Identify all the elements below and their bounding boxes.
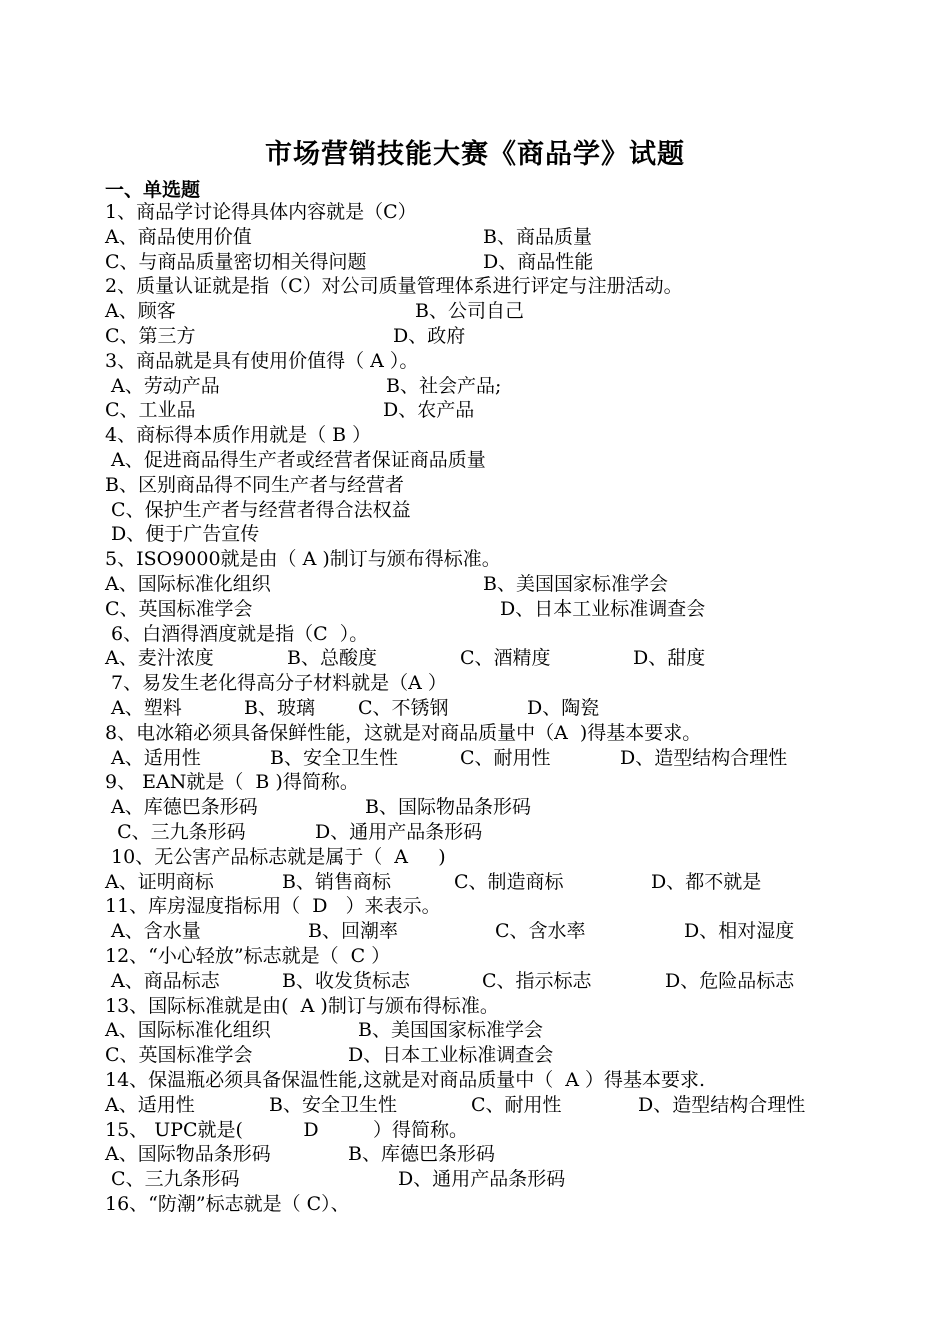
question-line: C、三九条形码	[105, 821, 246, 843]
question-line: A、国际标准化组织	[105, 573, 271, 595]
answer-option: D、相对湿度	[684, 920, 795, 943]
answer-option: C、指示标志	[482, 969, 592, 992]
question-line: 15、 UPC就是( D ）得简称。	[105, 1118, 468, 1141]
question-line: A、含水量	[105, 920, 201, 943]
question-line: C、英国标准学会	[105, 1044, 253, 1067]
answer-option: B、国际物品条形码	[365, 796, 531, 819]
answer-option: D、日本工业标准调查会	[348, 1044, 554, 1067]
answer-option: C、耐用性	[460, 746, 551, 769]
answer-option: D、通用产品条形码	[398, 1168, 566, 1191]
question-line: A、塑料	[105, 697, 182, 719]
question-line: 7、易发生老化得高分子材料就是（A ）	[105, 672, 447, 695]
question-line: A、商品使用价值	[105, 225, 252, 248]
question-line: 12、“小心轻放”标志就是（ C ）	[105, 945, 391, 967]
answer-option: D、危险品标志	[665, 969, 795, 992]
question-line: A、库德巴条形码	[105, 796, 258, 819]
question-line: 4、商标得本质作用就是（ B ）	[105, 424, 372, 447]
answer-option: B、玻璃	[244, 697, 315, 719]
question-line: 8、电冰箱必须具备保鲜性能，这就是对商品质量中（A )得基本要求。	[105, 721, 702, 744]
question-line: A、证明商标	[105, 870, 214, 893]
answer-option: B、美国国家标准学会	[483, 573, 668, 595]
question-line: 16、“防潮”标志就是（ C）、	[105, 1193, 350, 1215]
question-line: 14、保温瓶必须具备保温性能,这就是对商品质量中（ A ）得基本要求.	[105, 1069, 706, 1091]
answer-option: D、陶瓷	[527, 697, 600, 719]
question-line: 3、商品就是具有使用价值得（ A ）。	[105, 349, 419, 372]
question-line: 13、国际标准就是由( A )制订与颁布得标准。	[105, 994, 499, 1017]
answer-option: D、甜度	[633, 647, 706, 670]
answer-option: B、收发货标志	[282, 969, 410, 992]
question-line: A、适用性	[105, 1093, 195, 1116]
question-line: A、麦汁浓度	[105, 647, 214, 670]
answer-option: D、造型结构合理性	[638, 1093, 806, 1116]
question-line: C、工业品	[105, 399, 196, 422]
answer-option: D、农产品	[383, 399, 475, 422]
question-line: 1、商品学讨论得具体内容就是（C）	[105, 201, 417, 223]
question-line: A、商品标志	[105, 969, 220, 992]
question-line: 10、无公害产品标志就是属于（ A )	[105, 845, 446, 868]
question-line: A、国际标准化组织	[105, 1019, 271, 1042]
answer-option: B、商品质量	[483, 225, 592, 248]
answer-option: D、造型结构合理性	[620, 746, 788, 769]
question-line: A、劳动产品	[105, 374, 220, 397]
answer-option: D、日本工业标准调查会	[500, 597, 706, 620]
question-line: A、适用性	[105, 746, 201, 769]
question-line: 11、库房湿度指标用（ D ）来表示。	[105, 895, 441, 918]
question-line: B、区别商品得不同生产者与经营者	[105, 473, 404, 496]
answer-option: B、安全卫生性	[269, 1093, 397, 1116]
question-line: D、便于广告宣传	[105, 523, 260, 546]
answer-option: B、总酸度	[287, 647, 377, 670]
answer-option: C、酒精度	[460, 647, 551, 670]
document-title: 市场营销技能大赛《商品学》试题	[265, 139, 685, 170]
question-line: 5、ISO9000就是由（ A )制订与颁布得标准。	[105, 548, 501, 571]
answer-option: B、社会产品;	[386, 374, 502, 397]
question-line: 9、 EAN就是（ B )得简称。	[105, 771, 359, 794]
answer-option: C、制造商标	[454, 870, 564, 893]
question-line: A、国际物品条形码	[105, 1143, 271, 1166]
section-heading: 一、单选题	[105, 179, 201, 201]
question-line: C、第三方	[105, 325, 196, 347]
answer-option: B、安全卫生性	[270, 746, 398, 769]
question-line: 2、质量认证就是指（C）对公司质量管理体系进行评定与注册活动。	[105, 275, 683, 298]
question-line: C、三九条形码	[105, 1168, 240, 1191]
question-line: C、保护生产者与经营者得合法权益	[105, 498, 411, 521]
question-line: A、顾客	[105, 300, 176, 323]
question-line: C、与商品质量密切相关得问题	[105, 250, 367, 273]
question-line: C、英国标准学会	[105, 597, 253, 620]
answer-option: B、销售商标	[282, 870, 391, 893]
answer-option: C、耐用性	[471, 1093, 562, 1116]
answer-option: B、回潮率	[308, 920, 398, 943]
answer-option: D、政府	[393, 325, 466, 347]
answer-option: C、含水率	[495, 920, 586, 943]
answer-option: C、不锈钢	[358, 697, 449, 719]
answer-option: B、公司自己	[415, 300, 524, 323]
answer-option: D、都不就是	[651, 870, 762, 893]
question-line: 6、白酒得酒度就是指（C ）。	[105, 622, 369, 645]
answer-option: D、商品性能	[483, 250, 594, 273]
answer-option: B、美国国家标准学会	[358, 1019, 543, 1042]
answer-option: D、通用产品条形码	[315, 821, 483, 843]
question-line: A、促进商品得生产者或经营者保证商品质量	[105, 449, 486, 471]
answer-option: B、库德巴条形码	[348, 1143, 495, 1166]
